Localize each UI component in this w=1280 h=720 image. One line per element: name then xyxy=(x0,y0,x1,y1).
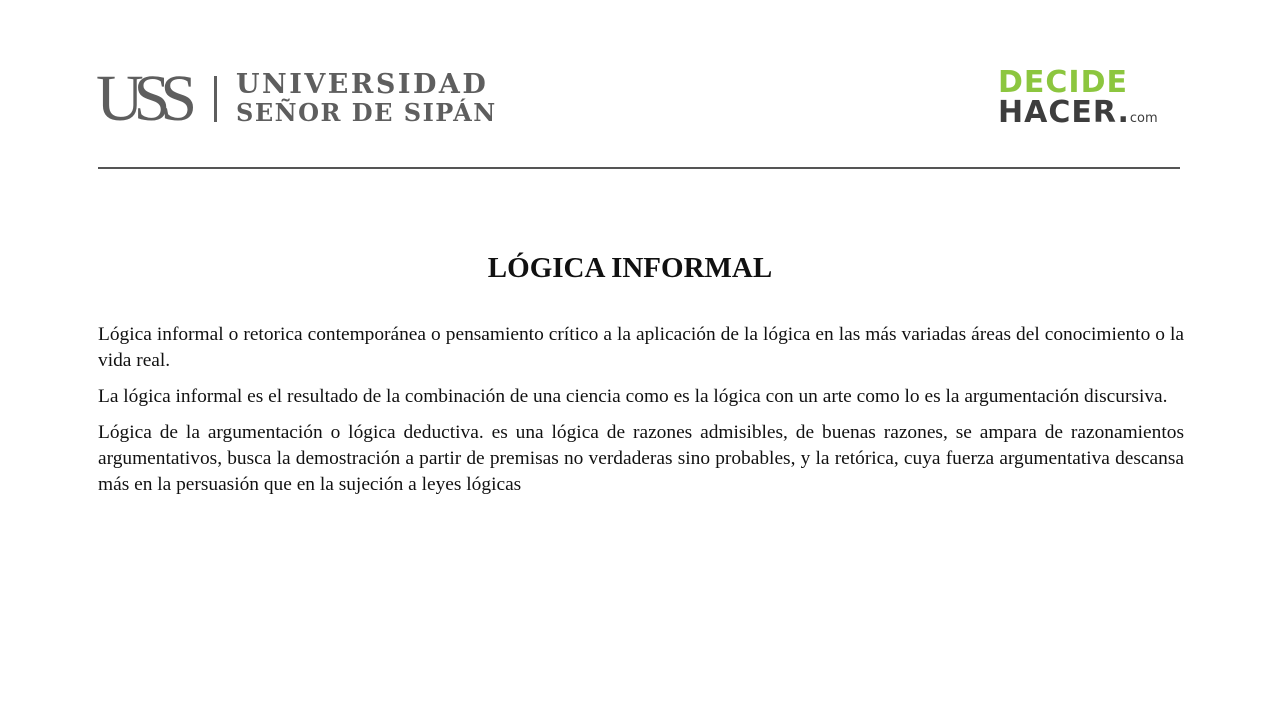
decide-logo-com: com xyxy=(1129,111,1158,126)
uss-logo-mark: USS xyxy=(96,62,188,135)
logo-divider xyxy=(214,76,217,122)
decide-logo-line1: DECIDE xyxy=(998,65,1128,100)
decide-hacer-logo xyxy=(998,65,1184,130)
slide-title: LÓGICA INFORMAL xyxy=(487,252,773,284)
uss-university-logo xyxy=(96,62,536,135)
uss-logo-line2: SEÑOR DE SIPÁN xyxy=(236,98,497,127)
paragraph-3: Lógica de la argumentación o lógica deductiva. es una lógica de razones admisibles, de buenas razones, se ampara de razonamientos argumentativos, busca la demostración a partir de premisas no verdaderas sino probables, y la retórica, cuya fuerza argumentativa descansa más en la persuasión que en la sujeción a leyes lógicas xyxy=(98,422,1184,495)
paragraph-1: Lógica informal o retorica contemporánea o pensamiento crítico a la aplicación de la lógica en las más variadas áreas del conocimiento o la vida real. xyxy=(98,324,1184,371)
slide-body xyxy=(98,322,1184,508)
header-divider-line xyxy=(98,167,1180,169)
uss-logo-line1: UNIVERSIDAD xyxy=(236,69,489,100)
decide-logo-line2 xyxy=(998,95,1158,134)
paragraph-2: La lógica informal es el resultado de la combinación de una ciencia como es la lógica con un arte como lo es la argumentación discursiva. xyxy=(98,386,1168,407)
decide-logo-hacer: HACER. xyxy=(998,95,1130,130)
uss-logo-text xyxy=(236,70,497,126)
